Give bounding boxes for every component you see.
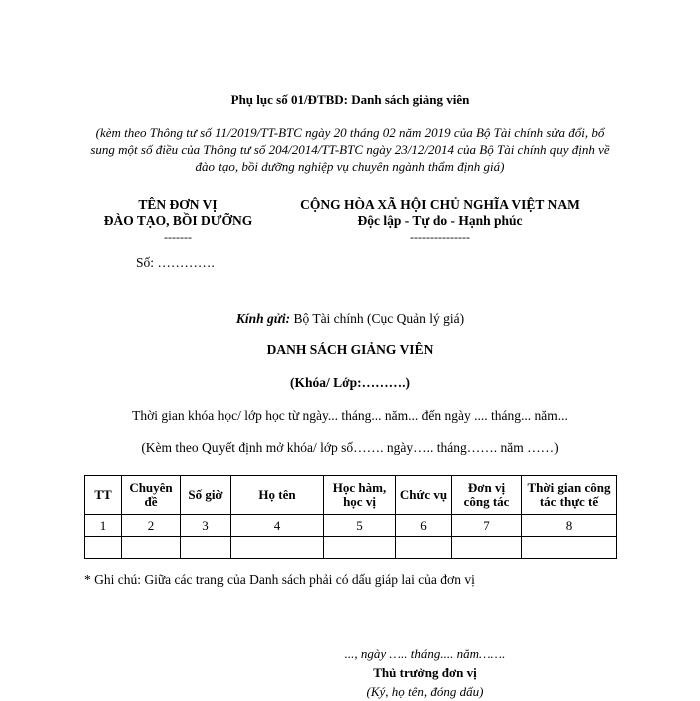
signature-date: ..., ngày ….. tháng.... năm……. — [344, 646, 506, 661]
footnote: * Ghi chú: Giữa các trang của Danh sách phải có dấu giáp lai của đơn vị — [84, 572, 475, 587]
table-cell: 2 — [122, 515, 181, 537]
signature-note: (Ký, họ tên, đóng dấu) — [366, 684, 484, 699]
unit-divider: ------- — [164, 230, 192, 244]
table-cell: 7 — [452, 515, 522, 537]
list-title: DANH SÁCH GIẢNG VIÊN — [266, 342, 434, 357]
unit-name-line1: TÊN ĐƠN VỊ — [138, 197, 218, 212]
table-row-empty — [85, 537, 617, 559]
table-cell: 3 — [181, 515, 231, 537]
col-header-name: Họ tên — [231, 476, 324, 515]
table-cell: 5 — [324, 515, 396, 537]
col-header-tt: TT — [85, 476, 122, 515]
col-header-topic: Chuyên đề — [122, 476, 181, 515]
table-cell — [122, 537, 181, 559]
recipient-value: Bộ Tài chính (Cục Quản lý giá) — [290, 311, 465, 326]
signature-block — [330, 644, 520, 701]
col-header-position: Chức vụ — [396, 476, 452, 515]
unit-name-line2: ĐÀO TẠO, BỒI DƯỠNG — [103, 213, 253, 228]
unit-block — [92, 197, 264, 244]
course-line: (Khóa/ Lớp:……….) — [290, 375, 410, 390]
course-time-line: Thời gian khóa học/ lớp học từ ngày... tháng... năm... đến ngày .... tháng... năm... — [132, 408, 568, 423]
table-cell — [181, 537, 231, 559]
table-header-row — [85, 476, 617, 515]
table-cell: 4 — [231, 515, 324, 537]
appendix-note: (kèm theo Thông tư số 11/2019/TT-BTC ngày 20 tháng 02 năm 2019 của Bộ Tài chính sửa đổi, bổ sung một số điều của Thông tư số 204/2014/TT-BTC ngày 23/12/2014 của Bộ Tài chính quy định về đào tạo, bồi dưỡng nghiệp vụ chuyên ngành thẩm định giá) — [90, 125, 610, 174]
nation-divider: --------------- — [410, 230, 470, 244]
nation-block — [280, 197, 600, 244]
recipient-label: Kính gửi: — [235, 311, 291, 326]
col-header-unit: Đơn vị công tác — [452, 476, 522, 515]
recipient-line — [0, 311, 700, 327]
table-cell: 1 — [85, 515, 122, 537]
signature-title: Thủ trưởng đơn vị — [373, 665, 477, 680]
col-header-degree: Học hàm, học vị — [324, 476, 396, 515]
table-cell — [522, 537, 617, 559]
appendix-title: Phụ lục số 01/ĐTBD: Danh sách giảng viên — [230, 92, 470, 107]
table-cell — [396, 537, 452, 559]
nation-motto: Độc lập - Tự do - Hạnh phúc — [357, 213, 523, 228]
table-cell — [452, 537, 522, 559]
document-number: Số: …………. — [136, 255, 215, 270]
table-cell — [85, 537, 122, 559]
lecturer-table — [84, 475, 617, 559]
table-cell — [231, 537, 324, 559]
table-cell — [324, 537, 396, 559]
decision-line: (Kèm theo Quyết định mở khóa/ lớp số……. ngày….. tháng……. năm ……) — [141, 440, 559, 455]
table-cell: 8 — [522, 515, 617, 537]
table-cell: 6 — [396, 515, 452, 537]
nation-name: CỘNG HÒA XÃ HỘI CHỦ NGHĨA VIỆT NAM — [300, 197, 580, 212]
col-header-experience: Thời gian công tác thực tế — [522, 476, 617, 515]
table-row-numbers — [85, 515, 617, 537]
col-header-hours: Số giờ — [181, 476, 231, 515]
